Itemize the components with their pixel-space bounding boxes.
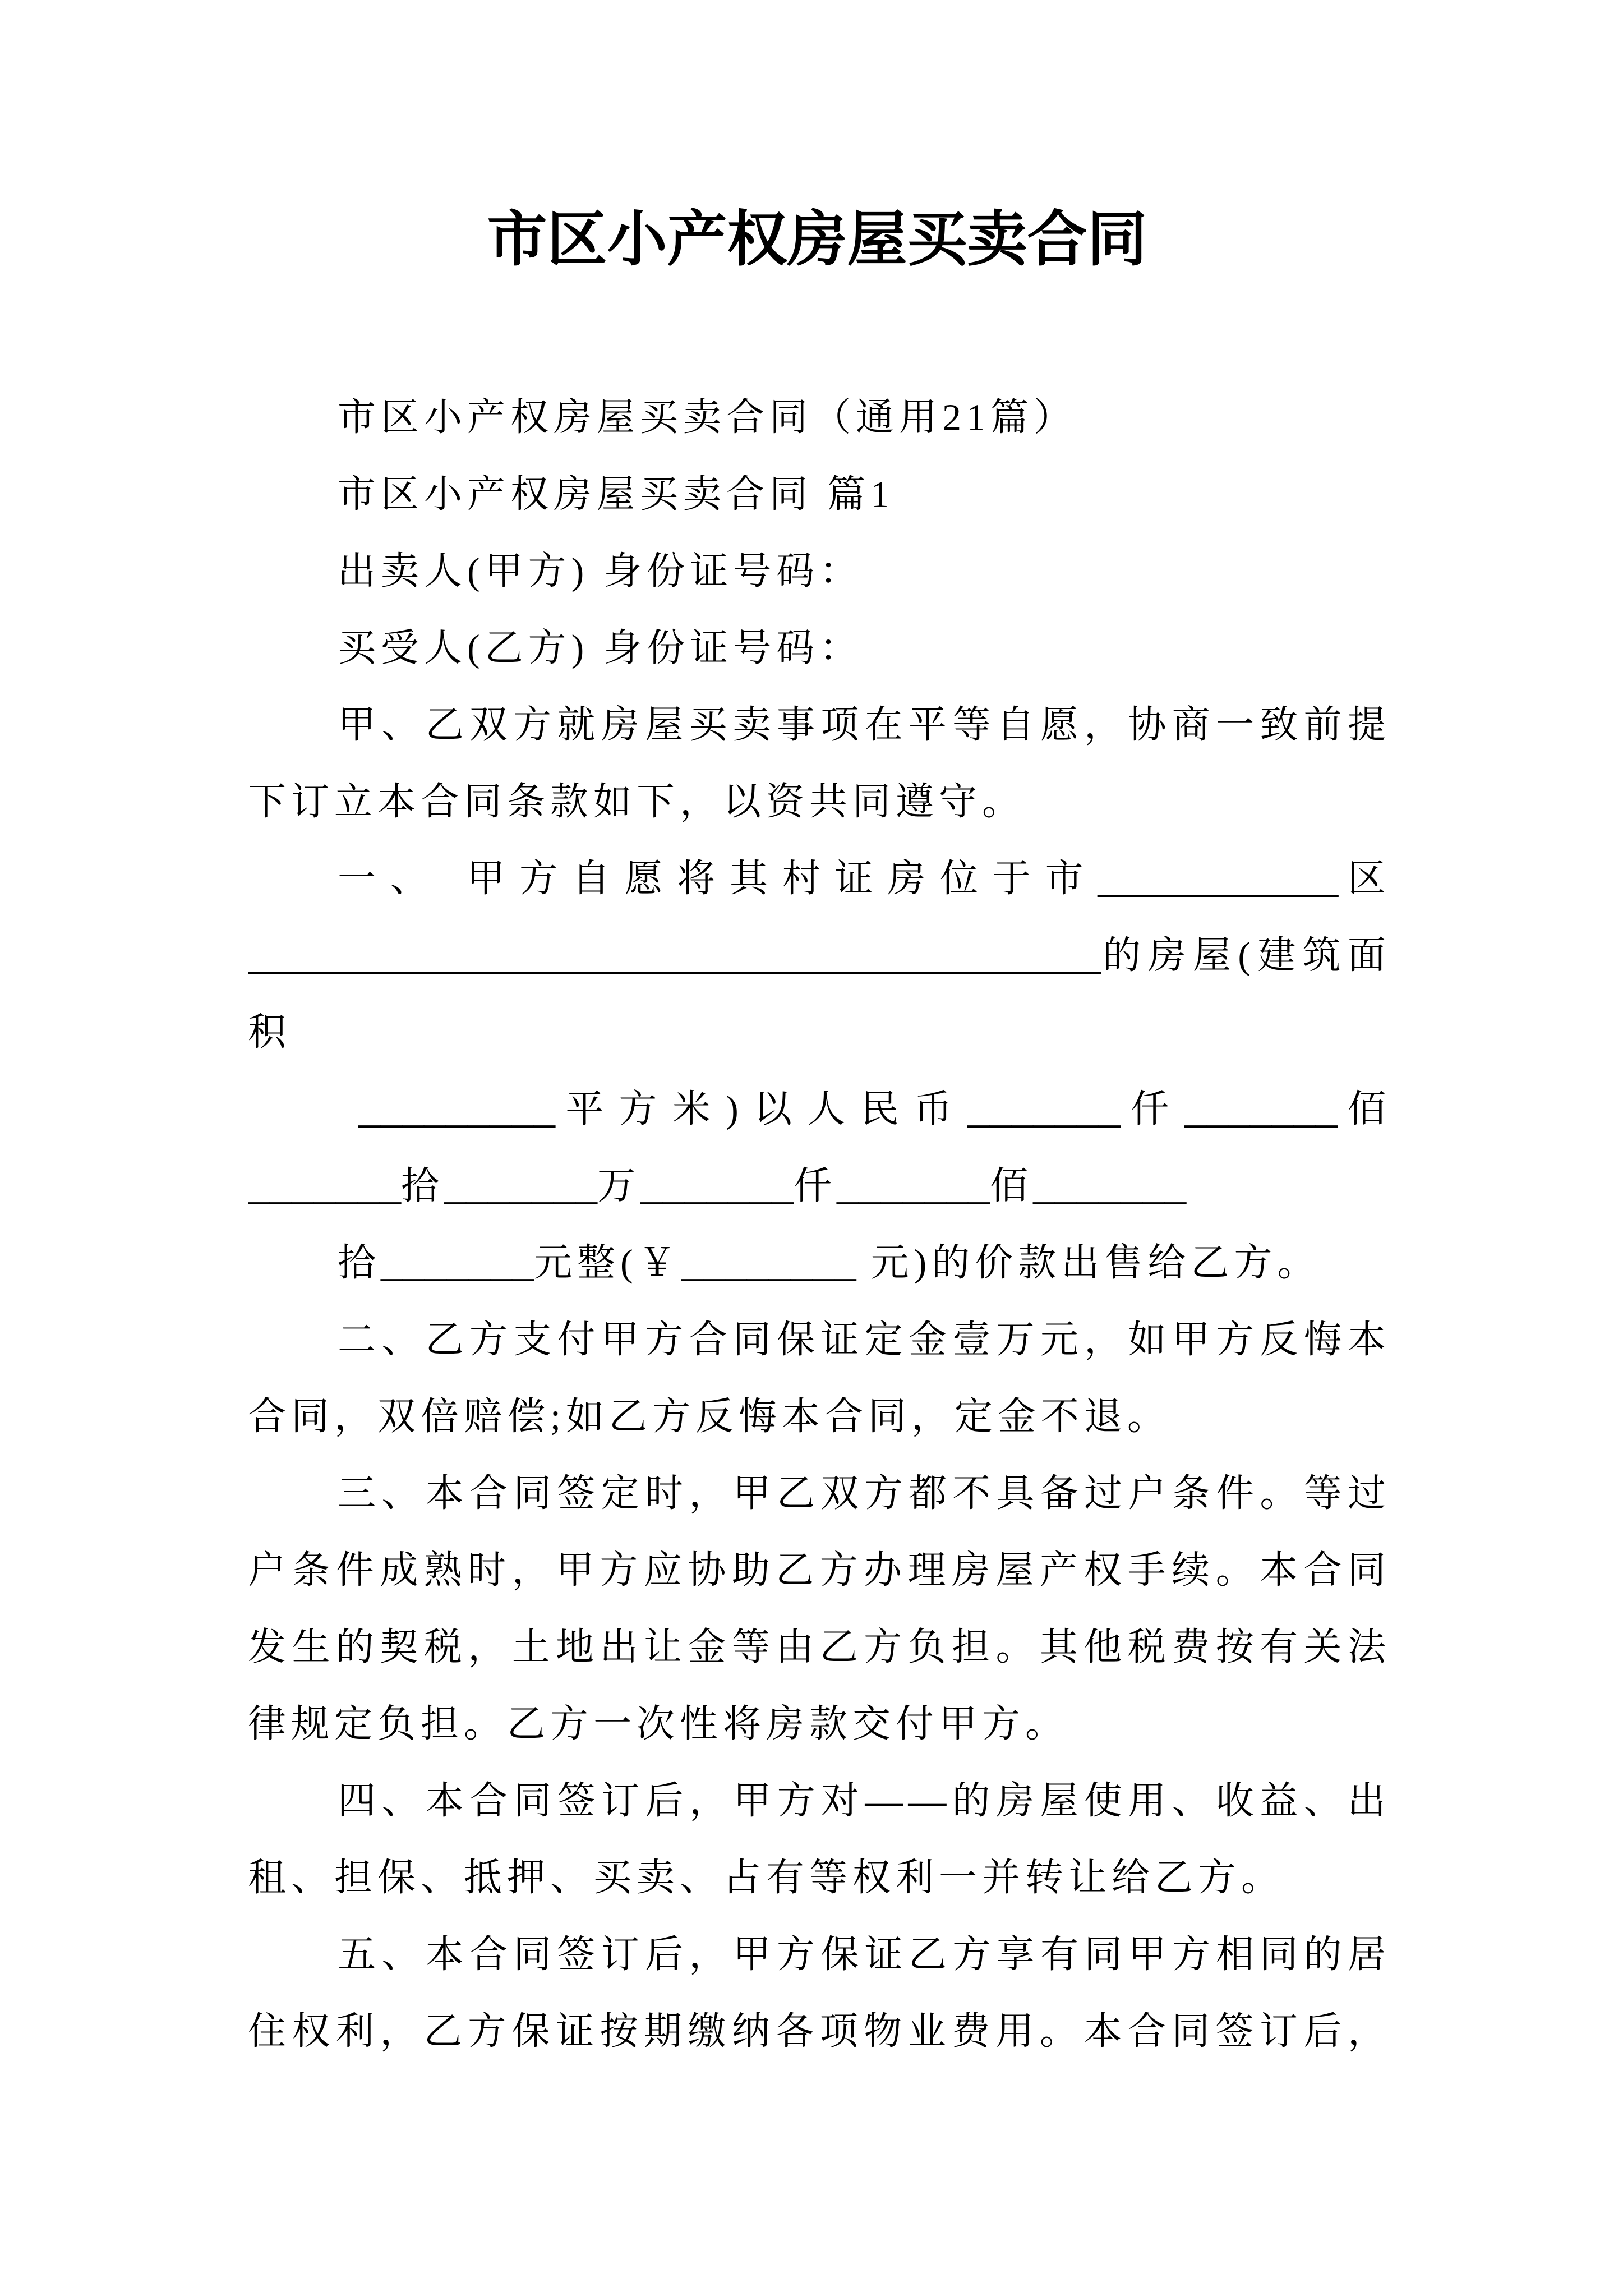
blank-underline: ___________ bbox=[1098, 852, 1339, 901]
blank-underline: _______________________________________ bbox=[248, 929, 1101, 978]
text-line: 住权利，乙方保证按期缴纳各项物业费用。本合同签订后， bbox=[248, 2010, 1391, 2053]
blank-underline: _______ bbox=[248, 1159, 401, 1208]
blank-underline: _________ bbox=[358, 1083, 555, 1131]
blank-underline: ________ bbox=[681, 1236, 856, 1285]
text-line: 拾_______元整(￥________ 元)的价款出售给乙方。 bbox=[338, 1236, 1321, 1285]
buyer-info-line bbox=[248, 610, 1391, 687]
document-body bbox=[248, 379, 1391, 2070]
blank-underline: _______ bbox=[444, 1159, 598, 1208]
blank-underline: _______ bbox=[837, 1159, 990, 1208]
text-line: 户条件成熟时，甲方应协助乙方办理房屋产权手续。本合同 bbox=[248, 1549, 1391, 1591]
text-line: 二、乙方支付甲方合同保证定金壹万元，如甲方反悔本 bbox=[338, 1318, 1391, 1361]
text-line: 三、本合同签定时，甲乙双方都不具备过户条件。等过 bbox=[338, 1472, 1391, 1515]
text-line: 一、 甲方自愿将其村证房位于市___________区 bbox=[338, 852, 1391, 901]
text-line: 五、本合同签订后，甲方保证乙方享有同甲方相同的居 bbox=[338, 1933, 1391, 1976]
price-amount-paragraph bbox=[248, 1071, 1391, 1225]
text-line: 发生的契税，土地出让金等由乙方负担。其他税费按有关法 bbox=[248, 1626, 1391, 1668]
text-line: 甲、乙双方就房屋买卖事项在平等自愿，协商一致前提 bbox=[338, 703, 1391, 746]
text-line: 出卖人(甲方) 身份证号码： bbox=[338, 550, 863, 592]
price-total-paragraph bbox=[248, 1225, 1391, 1301]
blank-underline: _______ bbox=[1033, 1159, 1187, 1208]
article-heading bbox=[248, 456, 1391, 533]
clause-1-paragraph bbox=[248, 840, 1391, 1071]
clause-5-paragraph bbox=[248, 1916, 1391, 2070]
clause-4-paragraph bbox=[248, 1763, 1391, 1916]
text-line: 市区小产权房屋买卖合同 篇1 bbox=[338, 473, 895, 516]
text-line: _______________________________________的房屋(建筑面 bbox=[248, 929, 1391, 978]
text-line: 租、担保、抵押、买卖、占有等权利一并转让给乙方。 bbox=[248, 1856, 1285, 1899]
blank-underline: _______ bbox=[640, 1159, 794, 1208]
text-line: 下订立本合同条款如下，以资共同遵守。 bbox=[248, 780, 1026, 823]
blank-underline: _______ bbox=[381, 1236, 534, 1285]
text-line: 律规定负担。乙方一次性将房款交付甲方。 bbox=[248, 1703, 1069, 1745]
text-line: _________平方米)以人民币_______仟_______佰 bbox=[358, 1083, 1391, 1131]
seller-info-line bbox=[248, 533, 1391, 610]
blank-underline: _______ bbox=[1184, 1083, 1338, 1131]
text-line: _______拾_______万_______仟_______佰_______ bbox=[248, 1159, 1187, 1208]
text-line: 市区小产权房屋买卖合同（通用21篇） bbox=[338, 396, 1077, 439]
clause-3-paragraph bbox=[248, 1455, 1391, 1763]
clause-2-paragraph bbox=[248, 1301, 1391, 1455]
text-line: 积 bbox=[248, 1011, 292, 1053]
document-title: 市区小产权房屋买卖合同 bbox=[487, 207, 1147, 273]
blank-underline: _______ bbox=[967, 1083, 1121, 1131]
text-line: 合同，双倍赔偿;如乙方反悔本合同，定金不退。 bbox=[248, 1395, 1170, 1438]
preamble-paragraph bbox=[248, 687, 1391, 840]
text-line: 四、本合同签订后，甲方对——的房屋使用、收益、出 bbox=[338, 1779, 1391, 1822]
text-line: 买受人(乙方) 身份证号码： bbox=[338, 627, 863, 669]
collection-title-line bbox=[248, 379, 1391, 456]
